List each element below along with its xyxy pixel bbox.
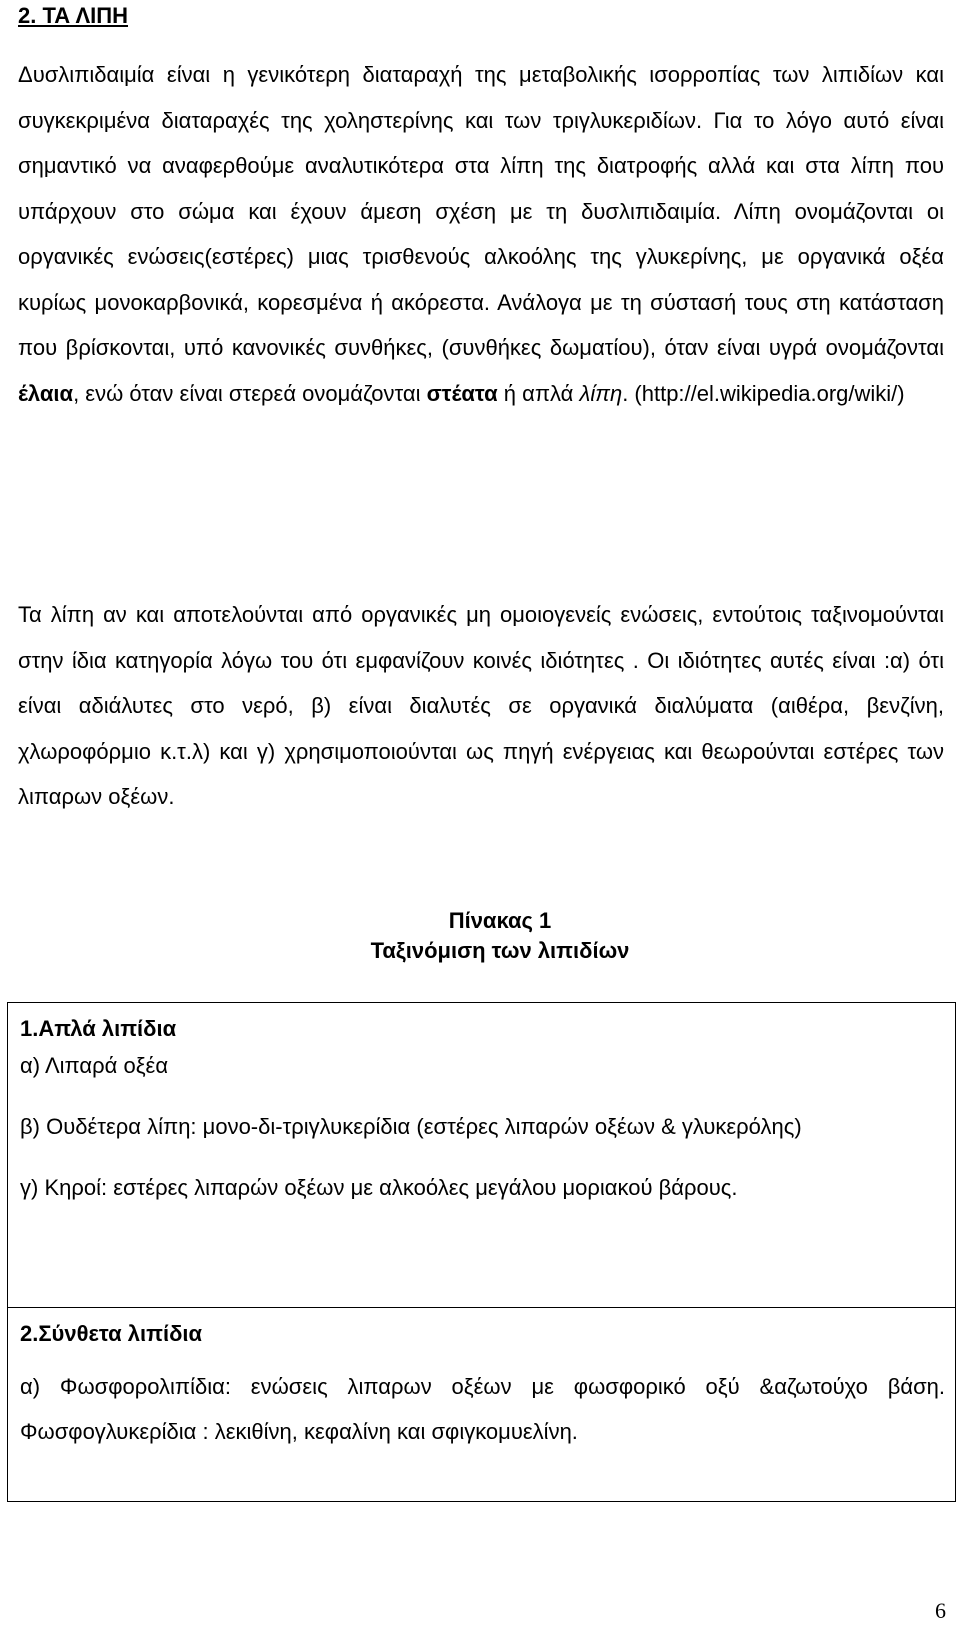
- table-item: β) Ουδέτερα λίπη: μονο-δι-τριγλυκερίδια (εστέρες λιπαρών οξέων & γλυκερόλης): [20, 1114, 802, 1139]
- lipid-classification-table: [7, 1002, 956, 1502]
- section-heading: 2. ΤΑ ΛΙΠΗ: [18, 3, 129, 28]
- paragraph-lipids-definition: [18, 52, 944, 416]
- paragraph1-segment: Δυσλιπιδαιμία είναι η γενικότερη διαταραχή της μεταβολικής ισορροπίας των λιπιδίων και συγκεκριμένα διαταραχές της χοληστερίνης και των τριγλυκεριδίων. Για το λόγο αυτό είναι σημαντικό να αναφερθούμε αναλυτικότερα στα λίπη της διατροφής αλλά και στα λίπη που υπάρχουν στο σώμα και έχουν άμεση σχέση με τη δυσλιπιδαιμία. Λίπη ονομάζονται οι οργανικές ενώσεις(εστέρες) μιας τρισθενούς αλκοόλης της γλυκερίνης, με οργανικά οξέα κυρίως μονοκαρβονικά, κορεσμένα ή ακόρεστα. Ανάλογα με τη σύστασή τους στη κατάσταση που βρίσκονται, υπό κανονικές συνθήκες, (συνθήκες δωματίου), όταν είναι υγρά ονομάζονται: [18, 62, 944, 360]
- paragraph1-term-oils: έλαια: [18, 380, 74, 406]
- table-section-complex-lipids: [8, 1307, 955, 1501]
- table-number: Πίνακας 1: [448, 908, 552, 933]
- paragraph1-term-fats: στέατα: [426, 380, 498, 406]
- table-title: Ταξινόμιση των λιπιδίων: [370, 938, 630, 963]
- paragraph1-source-link: . (http://el.wikipedia.org/wiki/): [622, 380, 905, 406]
- paragraph-lipid-properties: Τα λίπη αν και αποτελούνται από οργανικές μη ομοιογενείς ενώσεις, εντούτοις ταξινομούνται στην ίδια κατηγορία λόγω του ότι εμφανίζουν κοινές ιδιότητες . Οι ιδιότητες αυτές είναι :α) ότι είναι αδιάλυτες στο νερό, β) είναι διαλυτές σε οργανικά διαλύματα (αιθέρα, βενζίνη, χλωροφόρμιο κ.τ.λ) και γ) χρησιμοποιούνται ως πηγή ενέργειας και θεωρούνται εστέρες των λιπαρων οξέων.: [18, 602, 944, 809]
- section-title: 2.Σύνθετα λιπίδια: [20, 1321, 203, 1346]
- section-title: 1.Απλά λιπίδια: [20, 1016, 177, 1041]
- table-item: α) Λιπαρά οξέα: [20, 1053, 169, 1078]
- paragraph1-term-lipids: λίπη: [579, 380, 623, 406]
- table-caption: [0, 906, 960, 966]
- table-item: γ) Κηροί: εστέρες λιπαρών οξέων με αλκοόλες μεγάλου μοριακού βάρους.: [20, 1175, 738, 1200]
- paragraph1-segment: , ενώ όταν είναι στερεά ονομάζονται: [73, 380, 427, 406]
- table-item: α) Φωσφορολιπίδια: ενώσεις λιπαρων οξέων με φωσφορικό οξύ &αζωτούχο βάση. Φωσφογλυκερίδια : λεκιθίνη, κεφαλίνη και σφιγκομυελίνη.: [20, 1374, 945, 1444]
- paragraph1-segment: ή απλά: [497, 380, 580, 406]
- page-number: 6: [935, 1598, 946, 1623]
- table-section-simple-lipids: [8, 1003, 955, 1307]
